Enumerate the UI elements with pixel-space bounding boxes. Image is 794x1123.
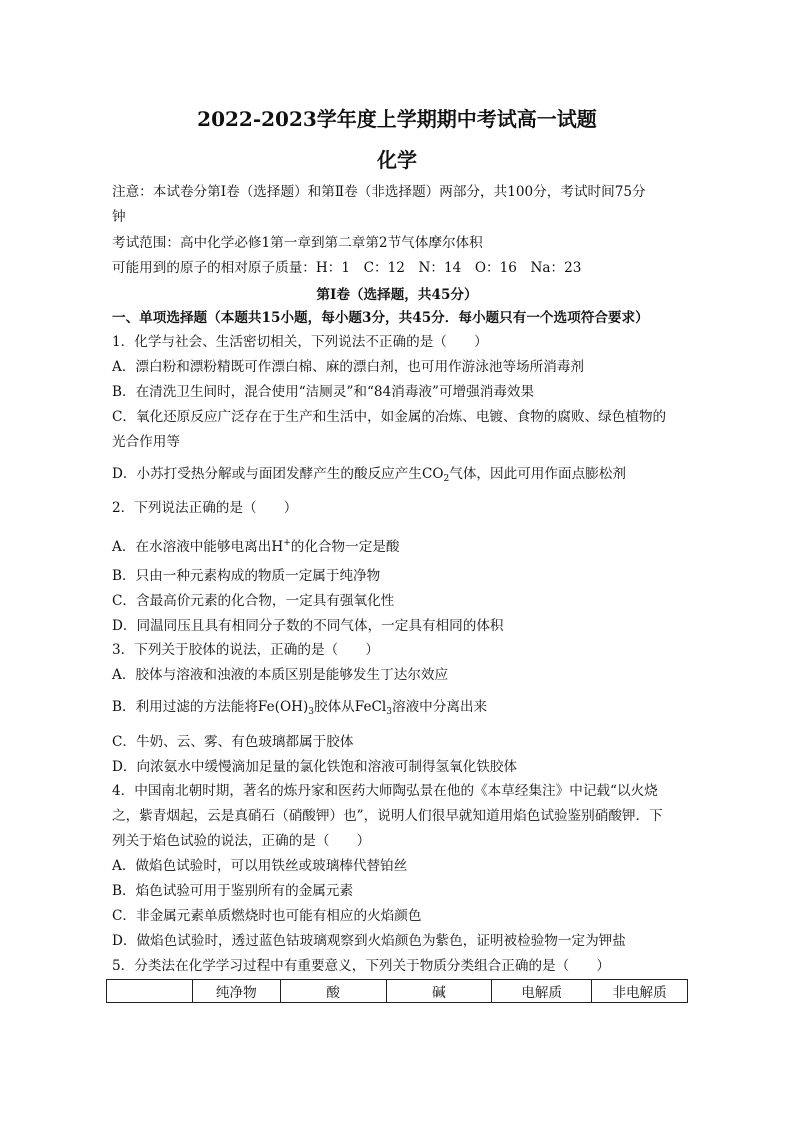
q3-option-b-text-end: 溶液中分离出来 [392, 699, 488, 715]
table-header-row [107, 980, 688, 1003]
table-header-cell: 纯净物 [192, 980, 280, 1003]
q2-option-a-text-end: 的化合物一定是酸 [290, 539, 400, 555]
q4-stem-line2: 之，紫青烟起，云是真硝石（硝酸钾）也”，说明人们很早就知道用焰色试验鉴别硝酸钾．下 [112, 808, 663, 824]
q4-option-b: B．焰色试验可用于鉴别所有的金属元素 [112, 883, 354, 899]
q3-option-b-subscript-2: 3 [386, 707, 392, 717]
q4-option-d: D．做焰色试验时，透过蓝色钴玻璃观察到火焰颜色为紫色，证明被检验物一定为钾盐 [112, 933, 626, 949]
table-header-cell: 酸 [280, 980, 386, 1003]
q4-option-a: A．做焰色试验时，可以用铁丝或玻璃棒代替铂丝 [112, 858, 408, 874]
q3-option-c: C．牛奶、云、雾、有色玻璃都属于胶体 [112, 734, 354, 750]
note-line-2: 钟 [112, 209, 126, 225]
table-header-cell: 碱 [386, 980, 492, 1003]
q2-option-b: B．只由一种元素构成的物质一定属于纯净物 [112, 568, 381, 584]
part-title: 一、单项选择题（本题共15小题，每小题3分，共45分．每小题只有一个选项符合要求） [112, 310, 649, 326]
q5-classification-table [106, 979, 688, 1003]
q1-option-d [112, 465, 626, 488]
q1-option-d-text-end: 气体，因此可用作面点膨松剂 [449, 466, 626, 482]
exam-scope: 考试范围：高中化学必修1第一章到第二章第2节气体摩尔体积 [112, 235, 483, 251]
table-header-cell: 非电解质 [592, 980, 688, 1003]
q1-option-c-line1: C．氧化还原反应广泛存在于生产和生活中，如金属的冶炼、电镀、食物的腐败、绿色植物的 [112, 409, 667, 425]
q3-option-b-subscript-1: 3 [308, 707, 314, 717]
q2-option-c: C．含最高价元素的化合物，一定具有强氧化性 [112, 593, 395, 609]
q3-option-a: A．胶体与溶液和浊液的本质区别是能够发生丁达尔效应 [112, 667, 449, 683]
q4-stem-line1: 4．中国南北朝时期，著名的炼丹家和医药大师陶弘景在他的《本草经集注》中记载“以火烧 [112, 783, 658, 799]
q3-option-b-text: B．利用过滤的方法能将Fe(OH) [112, 699, 309, 715]
q1-option-c-line2: 光合作用等 [112, 434, 180, 450]
q2-option-a [112, 534, 400, 556]
q3-option-b [112, 698, 487, 721]
note-line-1: 注意：本试卷分第Ⅰ卷（选择题）和第Ⅱ卷（非选择题）两部分，共100分，考试时间75分 [112, 184, 646, 200]
q3-stem: 3．下列关于胶体的说法，正确的是（ ） [112, 642, 379, 658]
table-header-cell: 电解质 [492, 980, 592, 1003]
q5-stem: 5．分类法在化学学习过程中有重要意义，下列关于物质分类组合正确的是（ ） [112, 958, 611, 974]
q1-option-b: B．在清洗卫生间时，混合使用“洁厕灵”和“84消毒液”可增强消毒效果 [112, 384, 535, 400]
atomic-mass-line: 可能用到的原子的相对原子质量：H：1 C：12 N：14 O：16 Na：23 [112, 260, 582, 276]
q3-option-b-text-mid: 胶体从FeCl [314, 699, 387, 715]
subject-title: 化学 [377, 148, 417, 172]
q4-option-c: C．非金属元素单质燃烧时也可能有相应的火焰颜色 [112, 908, 422, 924]
q3-option-d: D．向浓氨水中缓慢滴加足量的氯化铁饱和溶液可制得氢氧化铁胶体 [112, 759, 518, 775]
q1-option-a: A．漂白粉和漂粉精既可作漂白棉、麻的漂白剂，也可用作游泳池等场所消毒剂 [112, 359, 585, 375]
q2-option-d: D．同温同压且具有相同分子数的不同气体，一定具有相同的体积 [112, 618, 504, 634]
q2-option-a-text: A．在水溶液中能够电离出H [112, 539, 284, 555]
q1-option-d-text: D．小苏打受热分解或与面团发酵产生的酸反应产生CO [112, 466, 444, 482]
q1-option-d-subscript: 2 [443, 474, 450, 484]
exam-title: 2022-2023学年度上学期期中考试高一试题 [197, 107, 597, 131]
table-header-cell [107, 980, 193, 1003]
q4-stem-line3: 列关于焰色试验的说法，正确的是（ ） [112, 833, 371, 849]
volume-title: 第Ⅰ卷（选择题，共45分） [316, 287, 478, 303]
q1-stem: 1．化学与社会、生活密切相关，下列说法不正确的是（ ） [112, 334, 488, 350]
q2-option-a-superscript: + [283, 538, 291, 548]
q2-stem: 2．下列说法正确的是（ ） [112, 500, 298, 516]
